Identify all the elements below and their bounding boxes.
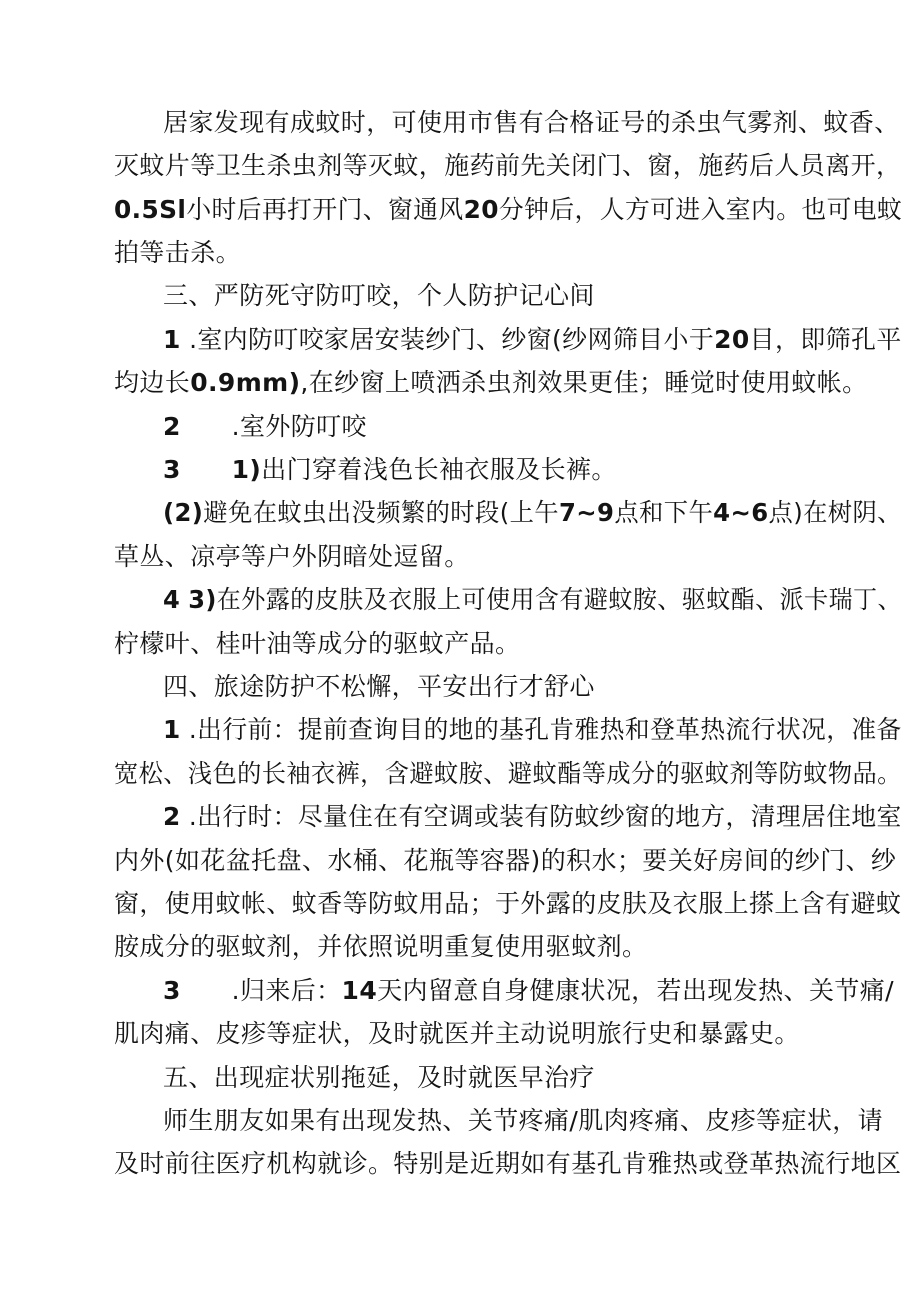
- paragraph-9-line-2: 宽松、浅色的长袖衣裤，含避蚊胺、避蚊酯等成分的驱蚊剂等防蚊物品。: [114, 759, 902, 788]
- paragraph-1-line-1: 居家发现有成蚊时，可使用市售有合格证号的杀虫气雾剂、蚊香、: [163, 108, 900, 137]
- paragraph-10-line-4: 胺成分的驱蚊剂，并依照说明重复使用驱蚊剂。: [114, 932, 648, 961]
- paragraph-3-line-1: 1 .室内防叮咬家居安装纱门、纱窗(纱网筛目小于20目，即筛孔平: [163, 325, 902, 354]
- paragraph-6-line-1: (2)避免在蚊虫出没频繁的时段(上午7~9点和下午4~6点)在树阴、: [163, 498, 902, 527]
- paragraph-7-line-1: 4 3)在外露的皮肤及衣服上可使用含有避蚊胺、驱蚊酯、派卡瑞丁、: [163, 585, 902, 614]
- section-heading-4: 四、旅途防护不松懈，平安出行才舒心: [163, 672, 595, 701]
- paragraph-9-line-1: 1 .出行前：提前查询目的地的基孔肯雅热和登革热流行状况，准备: [163, 715, 902, 744]
- paragraph-1-line-2: 灭蚊片等卫生杀虫剂等灭蚊，施药前先关闭门、窗，施药后人员离开，: [114, 151, 902, 180]
- paragraph-13-line-1: 师生朋友如果有出现发热、关节疼痛/肌肉疼痛、皮疹等症状，请: [163, 1106, 884, 1135]
- paragraph-10-line-2: 内外(如花盆托盘、水桶、花瓶等容器)的积水；要关好房间的纱门、纱: [114, 846, 897, 875]
- paragraph-11-line-1: 3 .归来后：14天内留意自身健康状况，若出现发热、关节痛/: [163, 976, 894, 1005]
- paragraph-10-line-3: 窗，使用蚊帐、蚊香等防蚊用品；于外露的皮肤及衣服上搽上含有避蚊: [114, 889, 902, 918]
- paragraph-1-line-4: 拍等击杀。: [114, 238, 242, 267]
- paragraph-3-line-2: 均边长0.9mm),在纱窗上喷洒杀虫剂效果更佳；睡觉时使用蚊帐。: [114, 368, 868, 397]
- paragraph-1-line-3: 0.5Sl小时后再打开门、窗通风20分钟后，人方可进入室内。也可电蚊: [114, 195, 903, 224]
- paragraph-7-line-2: 柠檬叶、桂叶油等成分的驱蚊产品。: [114, 629, 521, 658]
- paragraph-4-line-1: 2 .室外防叮咬: [163, 412, 367, 441]
- paragraph-5-line-1: 3 1)出门穿着浅色长袖衣服及长裤。: [163, 455, 617, 484]
- section-heading-5: 五、出现症状别拖延，及时就医早治疗: [163, 1063, 595, 1092]
- paragraph-13-line-2: 及时前往医疗机构就诊。特别是近期如有基孔肯雅热或登革热流行地区: [114, 1149, 902, 1178]
- paragraph-6-line-2: 草丛、凉亭等户外阴暗处逗留。: [114, 542, 470, 571]
- section-heading-3: 三、严防死守防叮咬，个人防护记心间: [163, 281, 595, 310]
- paragraph-11-line-2: 肌肉痛、皮疹等症状，及时就医并主动说明旅行史和暴露史。: [114, 1019, 800, 1048]
- paragraph-10-line-1: 2 .出行时：尽量住在有空调或装有防蚊纱窗的地方，清理居住地室: [163, 802, 902, 831]
